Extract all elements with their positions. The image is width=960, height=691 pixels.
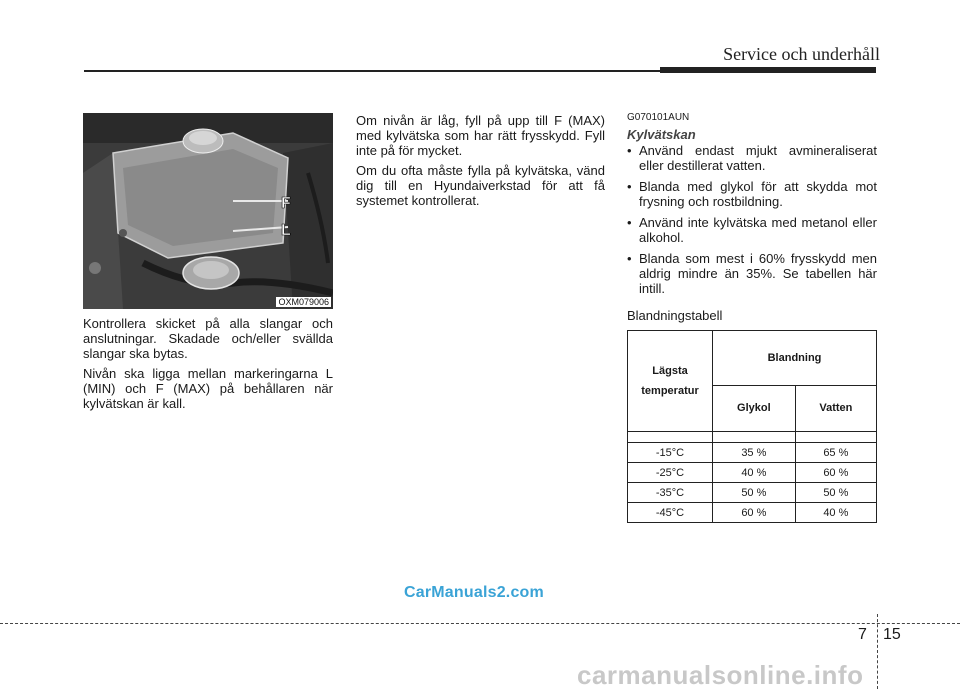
footer-site-watermark: carmanualsonline.info [577,660,864,690]
header-mixture: Blandning [713,331,877,386]
header-water: Vatten [795,385,876,431]
max-mark-label: F [281,195,291,212]
header-rule-accent [660,67,876,73]
mixing-table [627,330,877,523]
column-right [627,112,877,323]
coolant-rules-list [627,143,877,296]
level-paragraph: Nivån ska ligga mellan markeringarna L (MIN) och F (MAX) på behållaren när kylvätskan är kall. [83,366,333,411]
watermark-link[interactable]: CarManuals2.com [404,584,544,601]
header-min-temp: Lägsta temperatur [628,331,713,432]
list-item: • Använd inte kylvätska med metanol eller alkohol. [627,215,877,245]
table-row: -35°C 50 % 50 % [628,483,877,503]
table-title: Blandningstabell [627,308,723,323]
list-item: • Blanda som mest i 60% frysskydd men aldrig mindre än 35%. Se tabellen här intill. [627,251,877,296]
footer-divider [0,623,960,624]
table-row: -45°C 60 % 40 % [628,503,877,523]
section-code: G070101AUN [627,112,690,123]
hose-check-paragraph: Kontrollera skicket på alla slangar och anslutningar. Skadade och/eller svällda slangar ska bytas. [83,316,333,361]
page-number: 15 [883,626,901,643]
table-row: -15°C 35 % 65 % [628,443,877,463]
section-heading: Kylvätskan [627,127,696,142]
engine-bay-illustration [83,113,333,309]
chapter-number: 7 [858,626,867,643]
list-item: • Använd endast mjukt avmineraliserat eller destillerat vatten. [627,143,877,173]
min-mark-label: L [281,222,291,239]
footer-page-divider [877,614,878,689]
refill-paragraph: Om nivån är låg, fyll på upp till F (MAX) med kylvätska som har rätt frysskydd. Fyll inte på för mycket. [356,113,605,158]
figure-caption: OXM079006 [278,297,329,307]
column-left [83,316,333,416]
table-row: -25°C 40 % 60 % [628,463,877,483]
section-title: Service och underhåll [723,44,880,64]
list-item: • Blanda med glykol för att skydda mot frysning och rostbildning. [627,179,877,209]
column-middle [356,113,605,213]
workshop-paragraph: Om du ofta måste fylla på kylvätska, vänd dig till en Hyundaiverkstad för att få systemet kontrollerat. [356,163,605,208]
coolant-reservoir-figure [83,113,333,309]
header-glycol: Glykol [713,385,796,431]
